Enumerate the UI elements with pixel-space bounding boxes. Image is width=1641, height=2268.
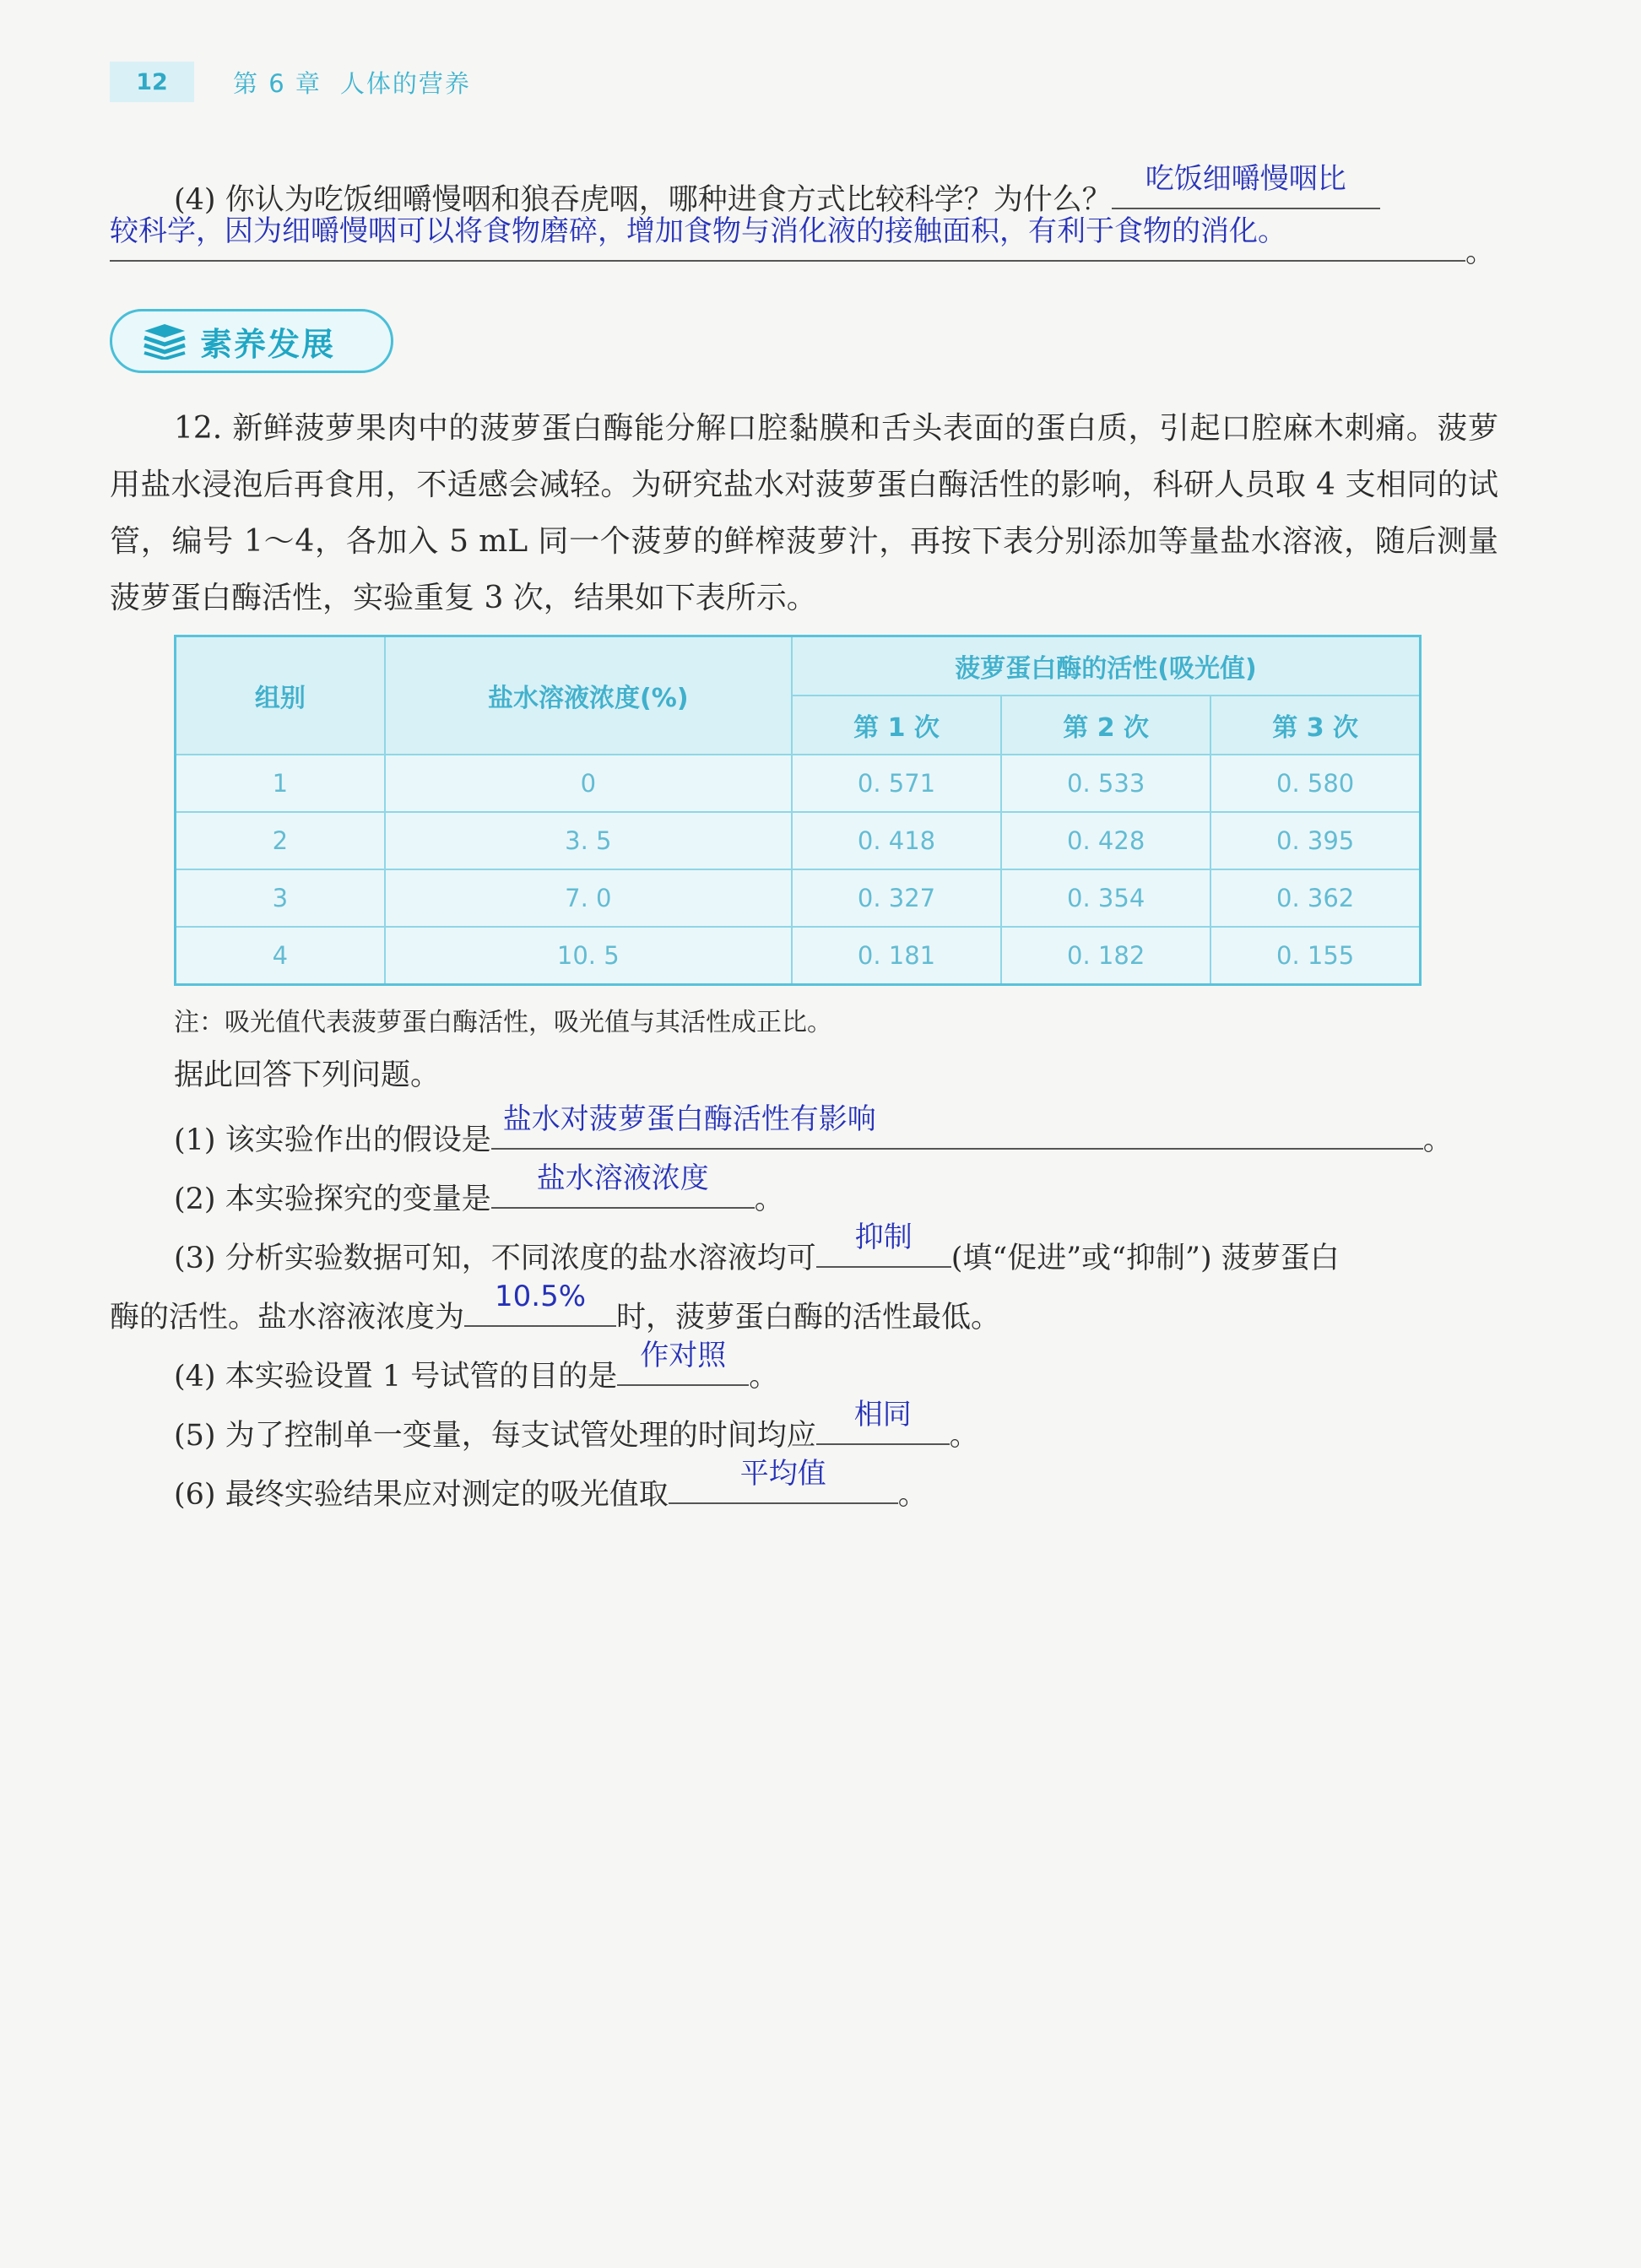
q2-period: 。	[754, 1183, 784, 1216]
q2-prompt: (2) 本实验探究的变量是	[174, 1183, 491, 1216]
q2-answer-blank[interactable]	[491, 1161, 755, 1209]
q6-prompt: (6) 最终实验结果应对测定的吸光值取	[174, 1478, 669, 1512]
data-table	[174, 635, 1422, 986]
q3-prompt: (3) 分析实验数据可知，不同浓度的盐水溶液均可	[174, 1242, 816, 1275]
cell-trial1: 0. 327	[792, 869, 1001, 927]
q11-4-prompt: (4) 你认为吃饭细嚼慢咽和狼吞虎咽，哪种进食方式比较科学？为什么？	[174, 183, 1112, 217]
cell-conc: 10. 5	[385, 927, 792, 985]
q1-answer: 盐水对菠萝蛋白酶活性有影响	[502, 1102, 876, 1136]
th-activity: 菠萝蛋白酶的活性(吸光值)	[792, 636, 1421, 696]
q5-answer-blank[interactable]	[816, 1398, 950, 1445]
cell-trial2: 0. 354	[1001, 869, 1210, 927]
chapter-label	[233, 65, 490, 100]
q6-answer: 平均值	[739, 1457, 826, 1491]
q12-2	[174, 1161, 784, 1225]
cell-trial2: 0. 533	[1001, 755, 1210, 812]
cell-conc: 0	[385, 755, 792, 812]
cell-group: 2	[176, 812, 385, 869]
section-badge	[110, 309, 393, 373]
q1-answer-blank[interactable]	[491, 1102, 1423, 1150]
q11-4-answer-blank-2[interactable]	[110, 214, 1465, 262]
th-trial-3: 第 3 次	[1210, 696, 1420, 755]
page-number: 12	[110, 62, 194, 102]
q11-4-answer-blank[interactable]	[1112, 162, 1380, 209]
q3-suffix: 时，菠萝蛋白酶的活性最低。	[616, 1301, 1001, 1334]
q3-prompt-2: 酶的活性。盐水溶液浓度为	[110, 1301, 465, 1334]
q11-4-answer-part2: 较科学，因为细嚼慢咽可以将食物磨碎，增加食物与消化液的接触面积，有利于食物的消化。	[110, 214, 1286, 248]
q3-hint: (填“促进”或“抑制”) 菠萝蛋白	[950, 1242, 1340, 1275]
cell-trial2: 0. 182	[1001, 927, 1210, 985]
cell-group: 4	[176, 927, 385, 985]
q12-6	[174, 1457, 928, 1520]
q11-4-line2	[110, 214, 1499, 278]
th-concentration: 盐水溶液浓度(%)	[385, 636, 792, 755]
th-group: 组别	[176, 636, 385, 755]
q3-answer: 抑制	[854, 1221, 913, 1254]
cell-trial3: 0. 580	[1210, 755, 1420, 812]
q3-answer-blank[interactable]	[816, 1221, 951, 1268]
cell-conc: 7. 0	[385, 869, 792, 927]
q6-answer-blank[interactable]	[669, 1457, 898, 1504]
q11-4-answer-part1: 吃饭细嚼慢咽比	[1145, 162, 1346, 196]
cell-trial3: 0. 362	[1210, 869, 1420, 927]
q12-stem: 12. 新鲜菠萝果肉中的菠萝蛋白酶能分解口腔黏膜和舌头表面的蛋白质，引起口腔麻木刺痛。菠萝用盐水浸泡后再食用，不适感会减轻。为研究盐水对菠萝蛋白酶活性的影响，科研人员取 4 支相同的试管，编号 1～4，各加入 5 mL 同一个菠萝的鲜榨菠萝汁，再按下表分别添加等量盐水溶液，随后测量菠萝蛋白酶活性，实验重复 3 次，结果如下表所示。	[110, 411, 1498, 615]
cell-group: 1	[176, 755, 385, 812]
q6-period: 。	[897, 1478, 928, 1512]
q12-3-line1	[174, 1221, 1340, 1284]
q4-answer: 作对照	[640, 1339, 727, 1372]
cell-trial2: 0. 428	[1001, 812, 1210, 869]
table-row	[176, 927, 1421, 985]
q3-answer-blank-2[interactable]	[464, 1280, 616, 1327]
page-header	[110, 61, 490, 103]
q2-answer: 盐水溶液浓度	[536, 1161, 709, 1195]
q4-period: 。	[749, 1360, 779, 1394]
cell-trial1: 0. 571	[792, 755, 1001, 812]
chapter-title: 人体的营养	[339, 68, 471, 98]
section-title: 素养发展	[200, 325, 336, 363]
q1-period: 。	[1422, 1123, 1453, 1157]
q1-prompt: (1) 该实验作出的假设是	[174, 1123, 491, 1157]
q5-answer: 相同	[853, 1398, 912, 1432]
book-stack-icon	[141, 322, 188, 360]
cell-trial1: 0. 418	[792, 812, 1001, 869]
table-row	[176, 869, 1421, 927]
q11-4-period: 。	[1465, 235, 1496, 269]
q5-period: 。	[949, 1419, 979, 1453]
cell-conc: 3. 5	[385, 812, 792, 869]
q4-answer-blank[interactable]	[617, 1339, 749, 1386]
q4-prompt: (4) 本实验设置 1 号试管的目的是	[174, 1360, 618, 1394]
q12-3-line2	[110, 1280, 1001, 1343]
q5-prompt: (5) 为了控制单一变量，每支试管处理的时间均应	[174, 1419, 816, 1453]
cell-trial3: 0. 155	[1210, 927, 1420, 985]
q12-1	[174, 1102, 1453, 1166]
q3-answer-2: 10.5%	[495, 1280, 587, 1313]
table-row	[176, 755, 1421, 812]
th-trial-2: 第 2 次	[1001, 696, 1210, 755]
table-row	[176, 812, 1421, 869]
cell-group: 3	[176, 869, 385, 927]
cell-trial3: 0. 395	[1210, 812, 1420, 869]
table-note: 注：吸光值代表菠萝蛋白酶活性，吸光值与其活性成正比。	[174, 1008, 832, 1037]
cell-trial1: 0. 181	[792, 927, 1001, 985]
th-trial-1: 第 1 次	[792, 696, 1001, 755]
chapter-number: 第 6 章	[233, 68, 322, 98]
questions-intro: 据此回答下列问题。	[174, 1058, 441, 1092]
q12-4	[174, 1339, 779, 1402]
